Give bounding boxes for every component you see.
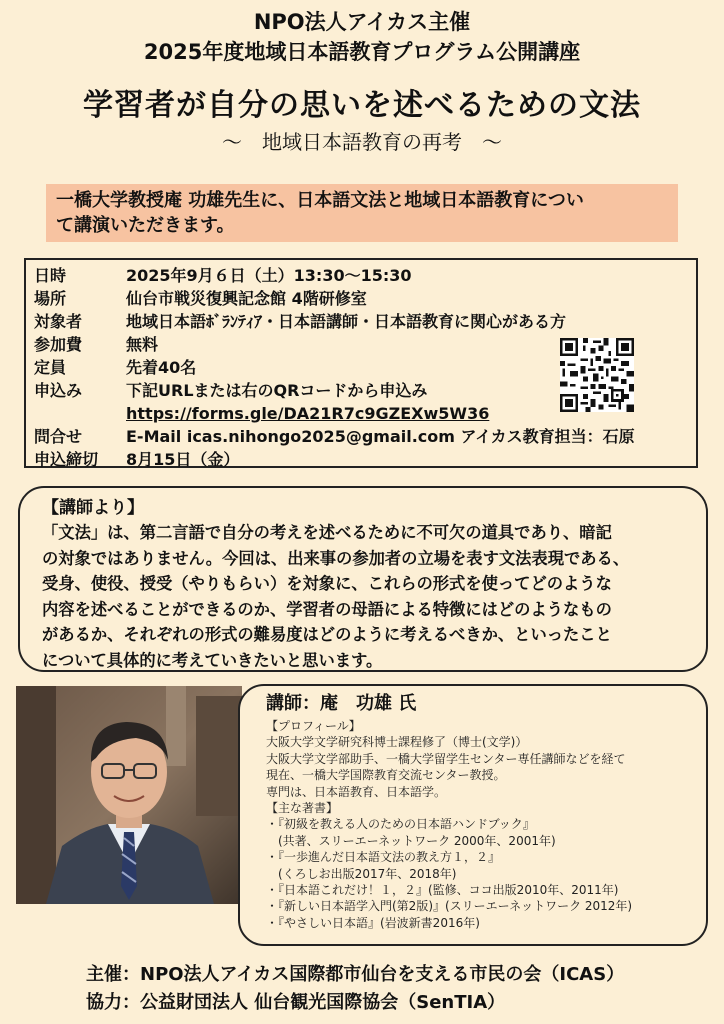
profile-line: 専門は、日本語教育、日本語学。 <box>266 784 447 799</box>
program-title: 2025年度地域日本語教育プログラム公開講座 <box>143 40 581 64</box>
info-value: E-Mail icas.nihongo2025@gmail.com アイカス教育担当：石原 <box>126 427 635 446</box>
info-value: 8月15日（金） <box>126 450 240 469</box>
info-value: 先着40名 <box>126 358 197 377</box>
works-line: ・『一歩進んだ日本語文法の教え方１，２』 <box>266 850 501 865</box>
lecturer-message-box <box>18 486 708 672</box>
info-row-deadline <box>34 448 688 471</box>
lecturer-photo <box>16 686 242 904</box>
lecture-subtitle: ～ 地域日本語教育の再考 ～ <box>222 130 502 154</box>
profile-line: 大阪大学文学部助手、一橋大学留学生センター専任講師などを経て <box>266 751 626 766</box>
info-label: 問合せ <box>34 427 83 446</box>
message-line: があるか、それぞれの形式の難易度はどのように考えるべきか、といったこと <box>42 625 612 645</box>
works-line: (共著、スリーエーネットワーク 2000年、2001年) <box>266 833 556 848</box>
works-line: ・『日本語これだけ！１，２』(監修、ココ出版2010年、2011年) <box>266 883 619 898</box>
registration-url-link[interactable]: https://forms.gle/DA21R7c9GZEXw5W36 <box>126 404 490 423</box>
message-line: 「文法」は、第二言語で自分の考えを述べるために不可欠の道具であり、暗記 <box>42 523 612 542</box>
qr-code-icon[interactable] <box>560 338 634 412</box>
info-row-audience <box>34 310 688 333</box>
info-value: 無料 <box>126 335 159 354</box>
info-value: 下記URLまたは右のQRコードから申込み <box>126 381 428 400</box>
info-value: 仙台市戦災復興記念館 4階研修室 <box>126 289 367 308</box>
profile-line: 大阪大学文学研究科博士課程修了（博士(文学)） <box>266 735 528 750</box>
info-label: 場所 <box>34 289 67 308</box>
profile-line: 現在、一橋大学国際教育交流センター教授。 <box>266 768 506 783</box>
intro-line: 一橋大学教授庵 功雄先生に、日本語文法と地域日本語教育につい <box>56 190 584 211</box>
message-line: の対象ではありません。今回は、出来事の参加者の立場を表す文法表現である、 <box>42 548 630 568</box>
organizer-title: NPO法人アイカス主催 <box>253 10 471 34</box>
info-row-contact <box>34 425 688 448</box>
works-heading: 【主な著書】 <box>266 801 339 816</box>
lecture-title: 学習者が自分の思いを述べるための文法 <box>83 88 641 123</box>
works-line: ・『やさしい日本語』(岩波新書2016年) <box>266 915 480 930</box>
lecturer-message-heading: 【講師より】 <box>42 498 144 518</box>
info-label: 申込み <box>34 381 83 400</box>
info-label: 日時 <box>34 266 67 285</box>
intro-banner <box>46 184 678 242</box>
info-value: 2025年9月６日（土）13:30～15:30 <box>126 266 412 285</box>
support-organization: 協力：公益財団法人 仙台観光国際協会（SenTIA） <box>86 992 506 1013</box>
lecturer-name: 講師：庵 功雄 氏 <box>266 693 417 714</box>
info-label: 申込締切 <box>34 450 99 469</box>
works-line: ・『新しい日本語学入門(第2版)』(スリーエーネットワーク 2012年) <box>266 899 633 914</box>
info-label: 対象者 <box>34 312 83 331</box>
profile-heading: 【プロフィール】 <box>266 719 361 733</box>
works-line: (くろしお出版2017年、2018年) <box>266 866 457 881</box>
works-line: ・『初級を教える人のための日本語ハンドブック』 <box>266 817 535 832</box>
info-label: 参加費 <box>34 335 83 354</box>
host-organization: 主催：NPO法人アイカス国際都市仙台を支える市民の会（ICAS） <box>86 964 625 985</box>
info-value: 地域日本語ﾎﾞﾗﾝﾃｨｱ・日本語講師・日本語教育に関心がある方 <box>126 312 567 331</box>
info-row-date <box>34 264 688 287</box>
message-line: 受身、使役、授受（やりもらい）を対象に、これらの形式を使ってどのような <box>42 574 612 594</box>
info-row-venue <box>34 287 688 310</box>
lecturer-profile-box <box>238 684 708 946</box>
intro-line: て講演いただきます。 <box>56 215 235 236</box>
message-line: について具体的に考えていきたいと思います。 <box>42 650 383 670</box>
message-line: 内容を述べることができるのか、学習者の母語による特徴にはどのようなもの <box>42 599 612 619</box>
info-label: 定員 <box>34 358 67 377</box>
